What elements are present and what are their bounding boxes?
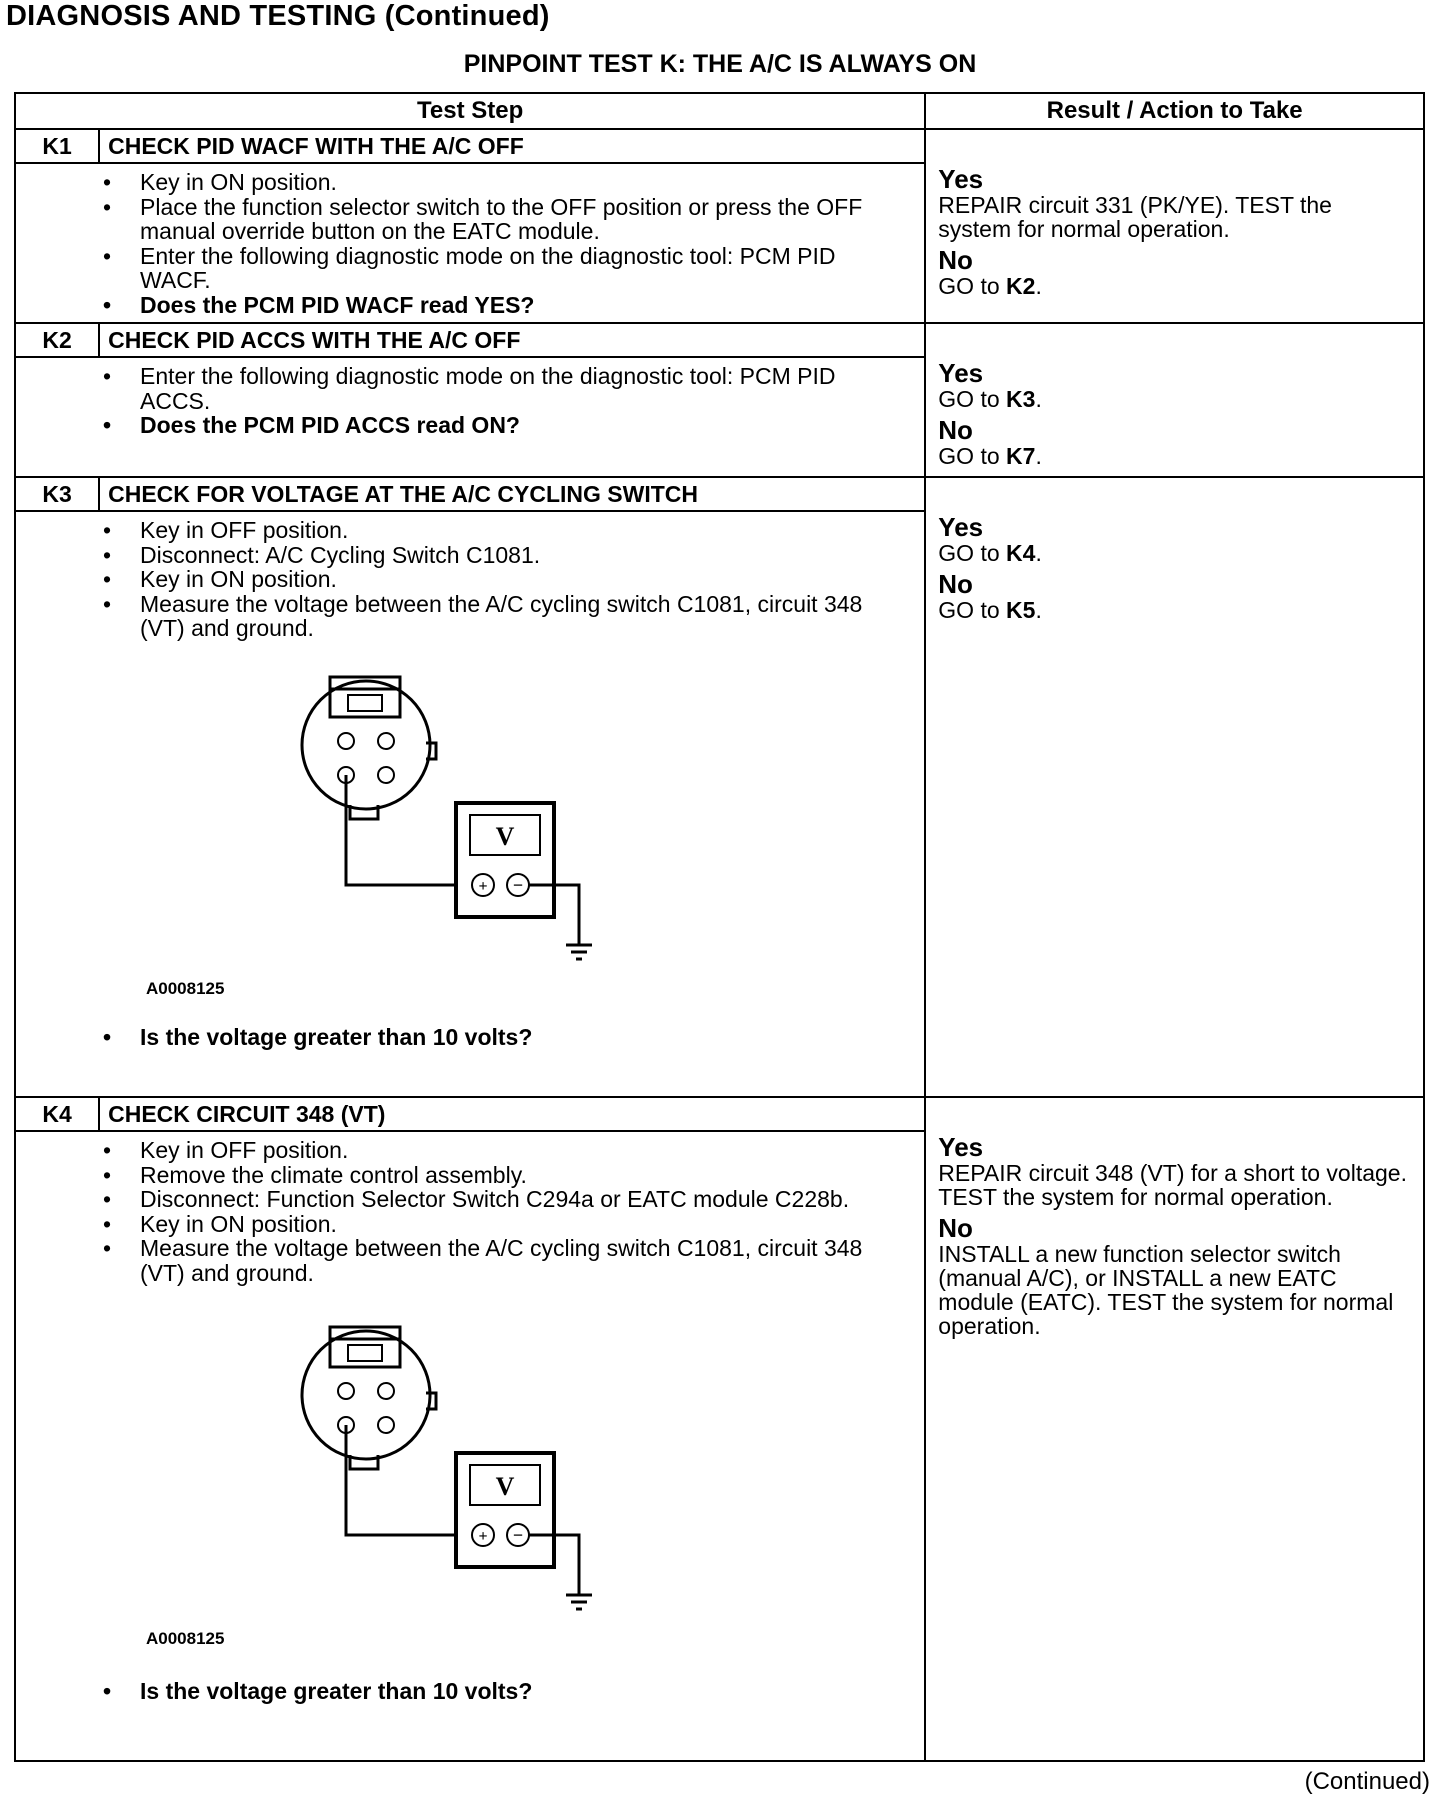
- list-item: • Enter the following diagnostic mode on the diagnostic tool: PCM PID WACF.: [140, 244, 884, 293]
- voltmeter-label: V: [495, 1472, 515, 1501]
- list-item: • Enter the following diagnostic mode on the diagnostic tool: PCM PID ACCS.: [140, 364, 884, 413]
- connector-pin: [378, 733, 394, 749]
- step-question: • Is the voltage greater than 10 volts?: [140, 1025, 884, 1050]
- list-item: • Key in ON position.: [140, 1212, 884, 1237]
- result-cell: [925, 129, 1424, 323]
- list-item: • Disconnect: A/C Cycling Switch C1081.: [140, 543, 884, 568]
- go-to-step-link: K2: [1006, 273, 1036, 299]
- list-item: • Key in ON position.: [140, 567, 884, 592]
- result-cell: [925, 323, 1424, 477]
- result-cell: [925, 1097, 1424, 1761]
- connector-pin: [378, 1383, 394, 1399]
- list-item: • Measure the voltage between the A/C cycling switch C1081, circuit 348 (VT) and ground.: [140, 592, 884, 641]
- step-heading: CHECK PID ACCS WITH THE A/C OFF: [99, 323, 925, 357]
- yes-label: Yes: [938, 512, 984, 542]
- yes-action: REPAIR circuit 348 (VT) for a short to voltage. TEST the system for normal operation.: [938, 1160, 1407, 1210]
- list-item: • Measure the voltage between the A/C cycling switch C1081, circuit 348 (VT) and ground.: [140, 1236, 884, 1285]
- no-action: GO to K2.: [938, 273, 1042, 299]
- step-heading-row: [15, 1097, 1424, 1131]
- no-action: INSTALL a new function selector switch (manual A/C), or INSTALL a new EATC module (EATC). TEST the system for normal operation.: [938, 1241, 1394, 1339]
- step-body: [15, 357, 925, 477]
- connector-body: [302, 1331, 430, 1459]
- result-cell: [925, 477, 1424, 1097]
- figure-id: A0008125: [146, 1629, 225, 1648]
- step-body: [15, 1131, 925, 1761]
- step-heading: CHECK PID WACF WITH THE A/C OFF: [99, 129, 925, 163]
- connector-voltage-diagram: [16, 1289, 924, 1679]
- svg-text:−: −: [512, 874, 524, 895]
- yes-label: Yes: [938, 358, 984, 388]
- connector-pin: [338, 733, 354, 749]
- step-id: K3: [15, 477, 99, 511]
- step-question: • Does the PCM PID ACCS read ON?: [140, 413, 884, 438]
- step-heading: CHECK CIRCUIT 348 (VT): [99, 1097, 925, 1131]
- list-item: • Place the function selector switch to the OFF position or press the OFF manual override button on the EATC module.: [140, 195, 884, 244]
- no-label: No: [938, 415, 973, 445]
- step-id: K4: [15, 1097, 99, 1131]
- voltmeter-label: V: [495, 821, 515, 851]
- continued-label: (Continued): [1304, 1768, 1430, 1795]
- svg-text:−: −: [512, 1525, 524, 1545]
- list-item: • Remove the climate control assembly.: [140, 1163, 884, 1188]
- step-question: • Is the voltage greater than 10 volts?: [140, 1679, 884, 1704]
- connector-body: [302, 681, 430, 809]
- step-heading-row: [15, 129, 1424, 163]
- step-heading-row: [15, 323, 1424, 357]
- no-label: No: [938, 569, 973, 599]
- step-body: [15, 163, 925, 323]
- pinpoint-test-title: PINPOINT TEST K: THE A/C IS ALWAYS ON: [463, 50, 977, 78]
- step-question: • Does the PCM PID WACF read YES?: [140, 293, 884, 318]
- figure-id: A0008125: [146, 978, 225, 998]
- yes-action: GO to K4.: [938, 540, 1042, 566]
- step-heading: CHECK FOR VOLTAGE AT THE A/C CYCLING SWITCH: [99, 477, 925, 511]
- pinpoint-test-table: [14, 92, 1425, 1762]
- yes-label: Yes: [938, 164, 984, 194]
- go-to-step-link: K7: [1006, 443, 1036, 469]
- connector-voltage-diagram: [16, 645, 924, 1025]
- header-result-action: Result / Action to Take: [925, 93, 1424, 129]
- connector-pin: [378, 1417, 394, 1433]
- page-title: DIAGNOSIS AND TESTING (Continued): [6, 0, 550, 32]
- header-test-step: Test Step: [15, 93, 925, 129]
- connector-pin: [338, 1383, 354, 1399]
- yes-action: GO to K3.: [938, 386, 1042, 412]
- list-item: • Key in OFF position.: [140, 518, 884, 543]
- voltmeter-connector-illustration: [286, 1315, 646, 1645]
- step-body: [15, 511, 925, 1097]
- step-id: K2: [15, 323, 99, 357]
- svg-text:+: +: [478, 1528, 488, 1545]
- step-id: K1: [15, 129, 99, 163]
- table-header-row: [15, 93, 1424, 129]
- list-item: • Disconnect: Function Selector Switch C294a or EATC module C228b.: [140, 1187, 884, 1212]
- step-heading-row: [15, 477, 1424, 511]
- no-action: GO to K7.: [938, 443, 1042, 469]
- yes-action: REPAIR circuit 331 (PK/YE). TEST the system for normal operation.: [938, 192, 1332, 242]
- voltmeter-connector-illustration: [286, 665, 646, 995]
- no-label: No: [938, 245, 973, 275]
- yes-label: Yes: [938, 1132, 984, 1162]
- go-to-step-link: K3: [1006, 386, 1036, 412]
- connector-pin: [378, 767, 394, 783]
- list-item: • Key in OFF position.: [140, 1138, 884, 1163]
- no-label: No: [938, 1213, 973, 1243]
- go-to-step-link: K4: [1006, 540, 1036, 566]
- svg-text:+: +: [478, 877, 488, 895]
- go-to-step-link: K5: [1006, 597, 1036, 623]
- list-item: • Key in ON position.: [140, 170, 884, 195]
- no-action: GO to K5.: [938, 597, 1042, 623]
